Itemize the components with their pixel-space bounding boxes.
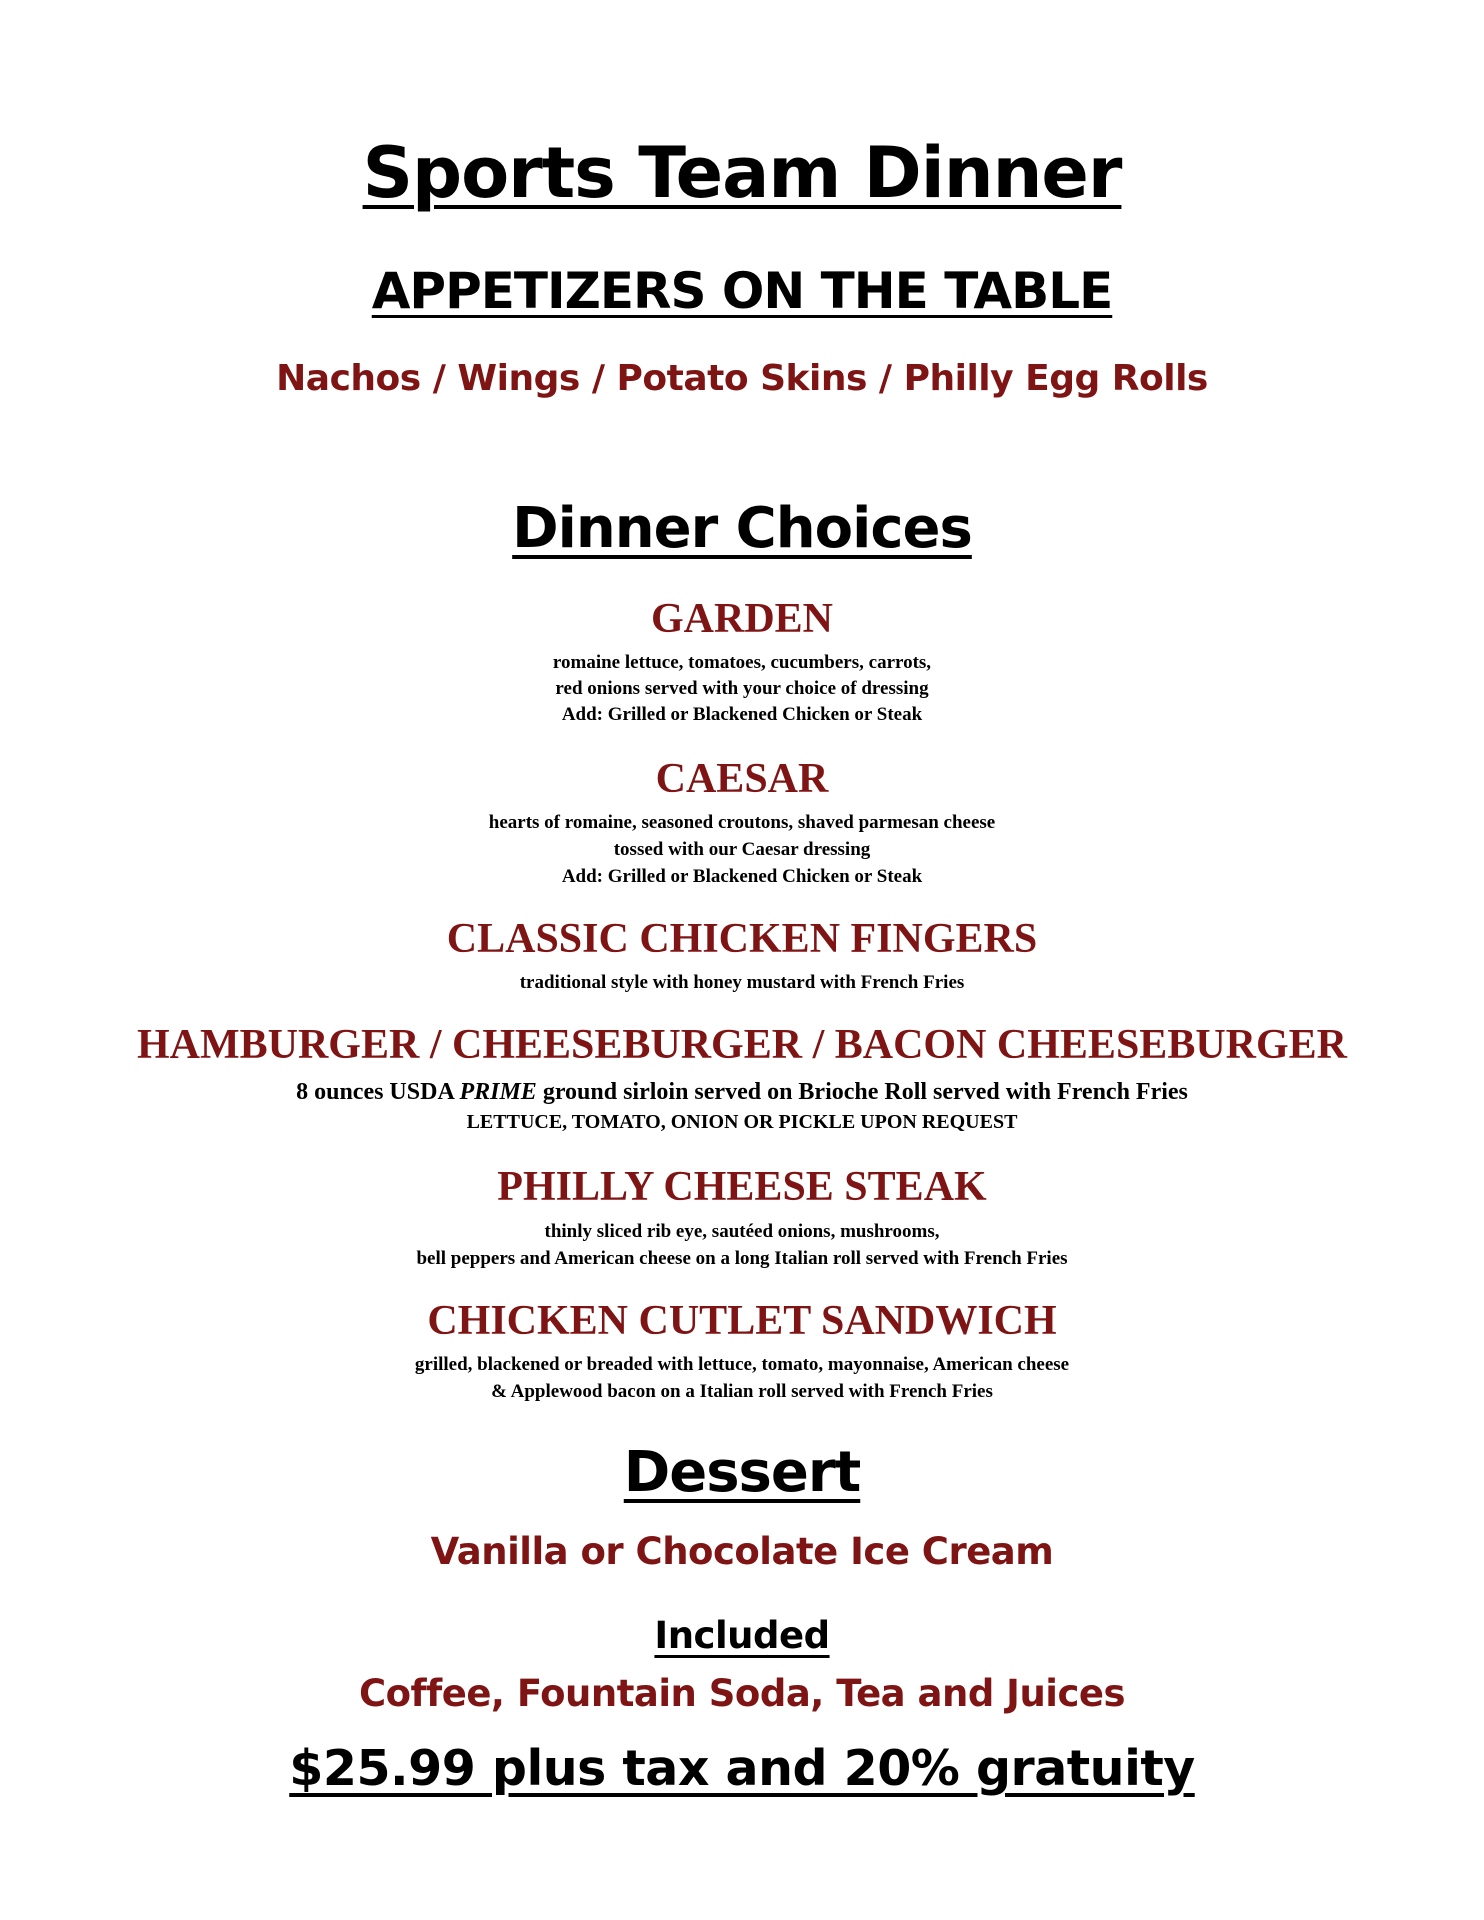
menu-item-chicken-fingers-name: CLASSIC CHICKEN FINGERS <box>446 916 1038 962</box>
menu-item-caesar-desc-line: Add: Grilled or Blackened Chicken or Steak <box>561 866 923 887</box>
menu-item-garden-name: GARDEN <box>650 596 833 642</box>
menu-item-garden-desc-line: red onions served with your choice of dressing <box>555 678 929 699</box>
appetizers-list: Nachos / Wings / Potato Skins / Philly Egg Rolls <box>276 358 1208 399</box>
dinner-choices-heading: Dinner Choices <box>512 496 972 561</box>
menu-item-philly-desc-line: bell peppers and American cheese on a long Italian roll served with French Fries <box>416 1248 1068 1269</box>
menu-item-caesar-desc-line: tossed with our Caesar dressing <box>613 839 871 860</box>
menu-item-chicken-cutlet-name: CHICKEN CUTLET SANDWICH <box>427 1298 1057 1344</box>
dessert-heading: Dessert <box>623 1440 861 1505</box>
menu-item-caesar-desc-line: hearts of romaine, seasoned croutons, shaved parmesan cheese <box>488 812 996 833</box>
dessert-items: Vanilla or Chocolate Ice Cream <box>430 1530 1054 1573</box>
menu-item-chicken-cutlet-desc-line: & Applewood bacon on a Italian roll served with French Fries <box>491 1381 993 1402</box>
menu-item-burger-name: HAMBURGER / CHEESEBURGER / BACON CHEESEBURGER <box>136 1022 1348 1068</box>
menu-item-garden-desc-line: Add: Grilled or Blackened Chicken or Steak <box>561 704 923 725</box>
menu-item-philly-desc-line: thinly sliced rib eye, sautéed onions, mushrooms, <box>544 1221 940 1242</box>
menu-item-burger-desc-line: 8 ounces USDA PRIME ground sirloin served on Brioche Roll served with French Fries <box>296 1079 1188 1105</box>
menu-item-burger-request-line: LETTUCE, TOMATO, ONION OR PICKLE UPON REQUEST <box>466 1111 1018 1133</box>
price-line: $25.99 plus tax and 20% gratuity <box>289 1740 1195 1797</box>
included-heading: Included <box>654 1614 830 1657</box>
menu-item-chicken-fingers-desc-line: traditional style with honey mustard with French Fries <box>519 972 965 993</box>
menu-item-garden-desc-line: romaine lettuce, tomatoes, cucumbers, carrots, <box>552 652 932 673</box>
menu-title: Sports Team Dinner <box>362 132 1122 214</box>
included-items: Coffee, Fountain Soda, Tea and Juices <box>358 1672 1126 1715</box>
menu-item-chicken-cutlet-desc-line: grilled, blackened or breaded with lettuce, tomato, mayonnaise, American cheese <box>414 1354 1070 1375</box>
menu-item-philly-name: PHILLY CHEESE STEAK <box>497 1164 987 1210</box>
menu-item-caesar-name: CAESAR <box>655 756 829 802</box>
appetizers-heading: APPETIZERS ON THE TABLE <box>371 262 1113 320</box>
